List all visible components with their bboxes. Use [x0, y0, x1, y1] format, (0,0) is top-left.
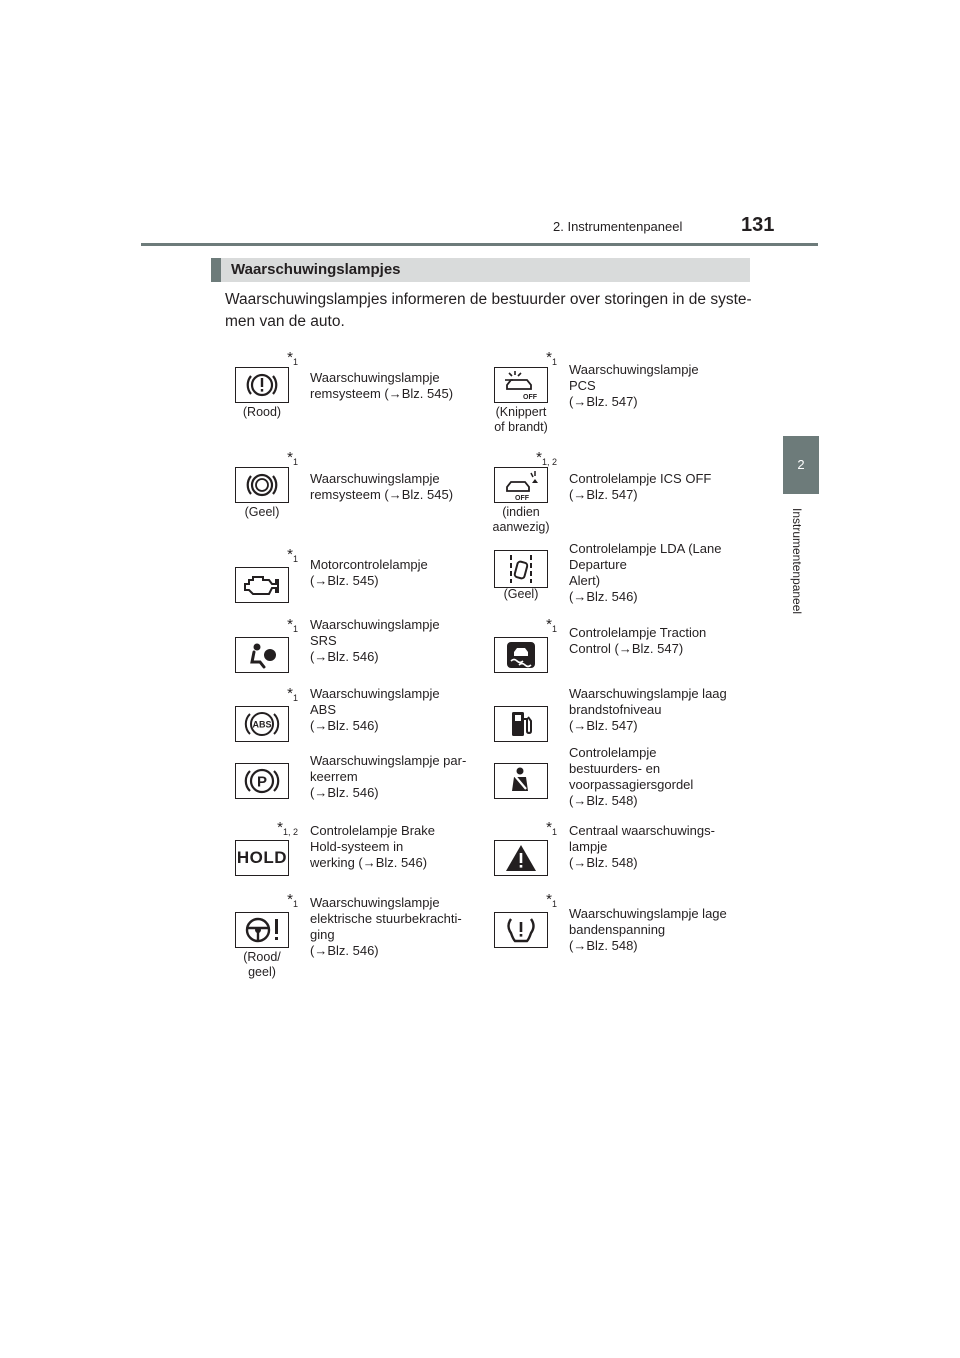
- engine-check-icon: [235, 567, 289, 603]
- brake-hold-warning-icon: [235, 467, 289, 503]
- footnote-marker: $*_1$: [287, 891, 298, 909]
- lamp-description: Controlelampje LDA (Lane Departure Alert) (→Blz. 546): [569, 541, 722, 604]
- hold-icon: [235, 840, 289, 876]
- color-note: (Rood/ geel): [243, 950, 281, 979]
- chapter-label: Instrumentenpaneel: [790, 508, 804, 615]
- lamp-description: Waarschuwingslampje SRS (→Blz. 546): [310, 617, 440, 664]
- lamp-description: Waarschuwingslampje PCS (→Blz. 547): [569, 362, 699, 409]
- lamp-description: Waarschuwingslampje remsysteem (→Blz. 545): [310, 370, 454, 401]
- footnote-marker: $*_1$: [287, 449, 298, 467]
- lamp-description: Waarschuwingslampje laag brandstofniveau (→Blz. 547): [569, 686, 727, 733]
- header-section-title: 2. Instrumentenpaneel: [553, 219, 683, 234]
- lamp-description: Waarschuwingslampje ABS (→Blz. 546): [310, 686, 440, 733]
- footnote-marker: $*_1$: [546, 349, 557, 367]
- master-warning-icon: [494, 840, 548, 876]
- section-heading: Waarschuwingslampjes: [211, 258, 750, 282]
- lamp-description: Controlelampje Brake Hold-systeem in werking (→Blz. 546): [310, 823, 436, 870]
- footnote-marker: $*_1$: [287, 616, 298, 634]
- lamp-description: Waarschuwingslampje elektrische stuurbekrachti- ging (→Blz. 546): [310, 895, 462, 958]
- svg-text:P: P: [256, 773, 268, 791]
- color-note: (Rood): [242, 405, 282, 419]
- footnote-marker: $*_1$: [546, 891, 557, 909]
- lamp-description: Controlelampje bestuurders- en voorpassagiersgordel (→Blz. 548): [569, 745, 694, 808]
- page-number: 131: [741, 214, 775, 236]
- lamp-description: Controlelampje Traction Control (→Blz. 547): [569, 625, 707, 656]
- chapter-tab: 2: [783, 436, 819, 494]
- svg-text:ABS: ABS: [252, 719, 272, 730]
- traction-control-icon: [494, 637, 548, 673]
- footnote-marker: $*_{1, 2}$: [277, 819, 298, 837]
- lamp-description: Waarschuwingslampje remsysteem (→Blz. 545): [310, 471, 454, 502]
- fuel-icon: [494, 706, 548, 742]
- footnote-marker: $*_1$: [287, 546, 298, 564]
- svg-text:OFF: OFF: [523, 394, 537, 401]
- footnote-marker: $*_{1, 2}$: [536, 449, 557, 467]
- seatbelt-icon: [494, 763, 548, 799]
- lamp-description: Controlelampje ICS OFF (→Blz. 547): [569, 471, 712, 502]
- lamp-description: Motorcontrolelampje (→Blz. 545): [310, 557, 428, 588]
- color-note: (Geel): [503, 587, 539, 601]
- srs-airbag-icon: [235, 637, 289, 673]
- color-note: (Geel): [244, 505, 280, 519]
- brake-warning-icon: [235, 367, 289, 403]
- lane-departure-icon: [494, 550, 548, 588]
- footnote-marker: $*_1$: [287, 685, 298, 703]
- pcs-warning-icon: [494, 367, 548, 403]
- lamp-description: Waarschuwingslampje par- keerrem (→Blz. 546): [310, 753, 467, 800]
- abs-icon: [235, 706, 289, 742]
- parking-brake-icon: [235, 763, 289, 799]
- lamp-description: Waarschuwingslampje lage bandenspanning (→Blz. 548): [569, 906, 727, 953]
- footnote-marker: $*_1$: [287, 349, 298, 367]
- tire-pressure-icon: [494, 912, 548, 948]
- footnote-marker: $*_1$: [546, 616, 557, 634]
- svg-text:OFF: OFF: [515, 495, 529, 501]
- header-rule: [141, 243, 818, 246]
- color-note: (Knippert of brandt): [494, 405, 548, 434]
- ics-off-icon: [494, 467, 548, 503]
- footnote-marker: $*_1$: [546, 819, 557, 837]
- eps-warning-icon: [235, 912, 289, 948]
- color-note: (indien aanwezig): [492, 505, 550, 534]
- intro-paragraph: Waarschuwingslampjes informeren de bestuurder over storingen in de syste- men van de auto.: [225, 291, 752, 330]
- lamp-description: Centraal waarschuwings- lampje (→Blz. 548): [569, 823, 715, 870]
- hold-label: HOLD: [236, 848, 288, 867]
